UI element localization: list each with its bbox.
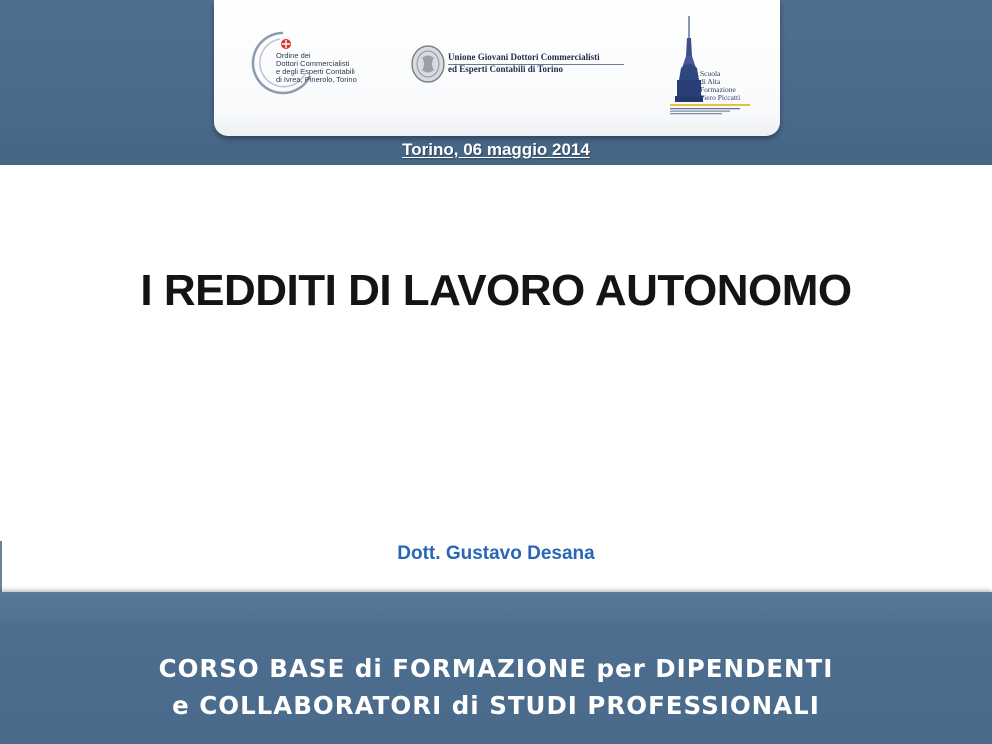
odcec-line: Ordine dei (276, 51, 311, 60)
author-name: Dott. Gustavo Desana (397, 543, 595, 564)
course-title-line-1: CORSO BASE di FORMAZIONE per DIPENDENTI (158, 654, 834, 683)
scuola-line: di Alta (700, 77, 721, 86)
ugdc-line-2: ed Esperti Contabili di Torino (448, 64, 564, 74)
odcec-line: Dottori Commercialisti (276, 59, 350, 68)
ugdc-text (448, 51, 600, 75)
course-title-line-2: e COLLABORATORI di STUDI PROFESSIONALI (172, 691, 820, 720)
event-date: Torino, 06 maggio 2014 (402, 140, 590, 159)
odcec-line: di Ivrea, Pinerolo, Torino (276, 75, 357, 84)
odcec-line: e degli Esperti Contabili (276, 67, 355, 76)
odcec-logo (250, 30, 380, 100)
scuola-line: Scuola (700, 69, 721, 78)
course-title (0, 650, 992, 724)
scuola-logo (666, 16, 756, 116)
scuola-text (700, 70, 740, 102)
slide-title: I REDDITI DI LAVORO AUTONOMO (140, 266, 852, 315)
ugdc-logo (410, 44, 630, 86)
scuola-accent-band (670, 104, 750, 106)
logo-card (214, 0, 780, 136)
scuola-line: Formazione (700, 85, 736, 94)
scuola-fine-print (670, 107, 746, 115)
odcec-text (276, 52, 386, 84)
ugdc-line-1: Unione Giovani Dottori Commercialisti (448, 52, 600, 62)
ugdc-seal-icon (410, 44, 446, 84)
scuola-line: Piero Piccatti (700, 93, 741, 102)
